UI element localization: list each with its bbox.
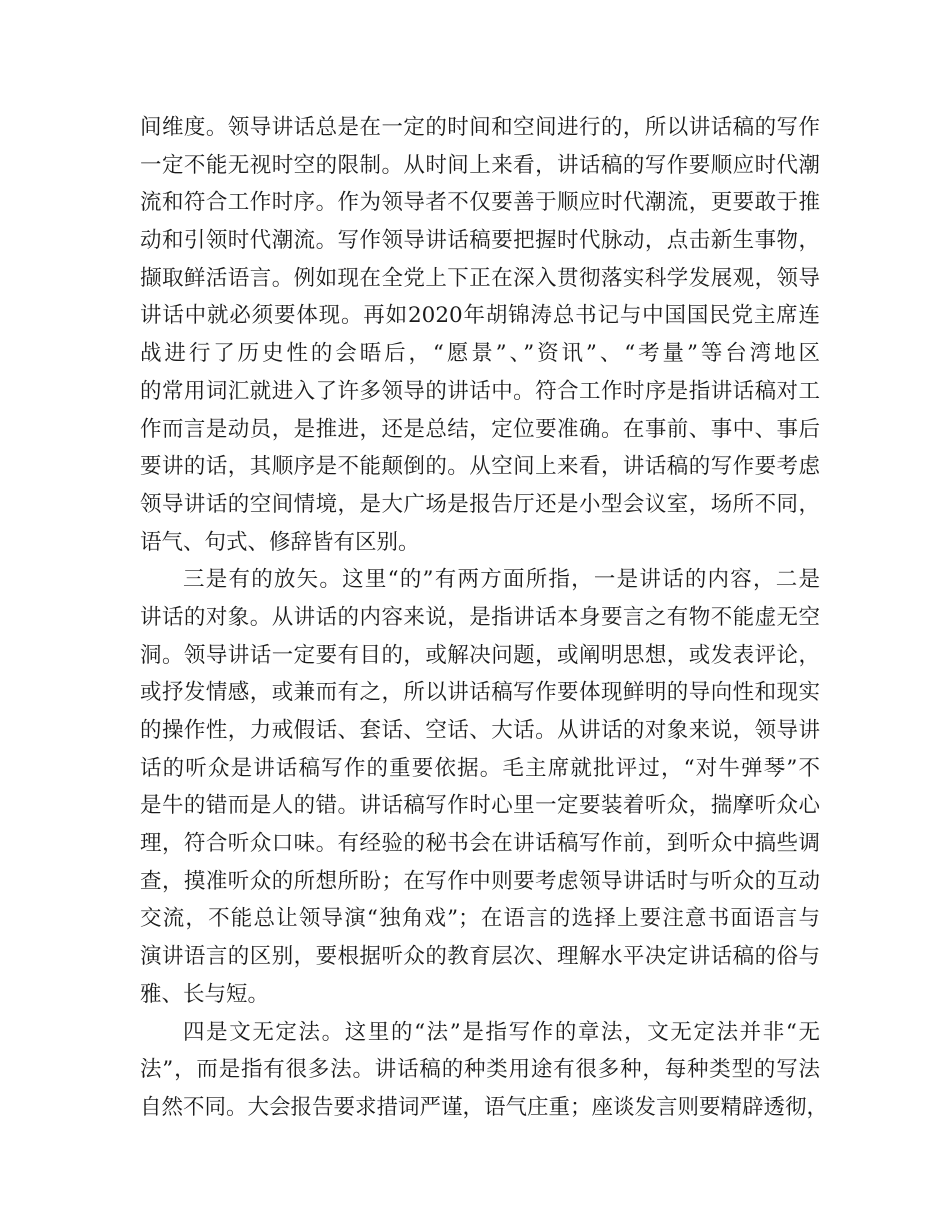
text-line: 洞。领导讲话一定要有目的，或解决问题，或阐明思想，或发表评论， [140,642,820,668]
text-line: 的常用词汇就进入了许多领导的讲话中。符合工作时序是指讲话稿对工 [140,378,820,404]
text-line: 四是文无定法。这里的“法”是指写作的章法，文无定法并非“无 [183,1019,820,1045]
text-line: 撷取鲜活语言。例如现在全党上下正在深入贯彻落实科学发展观，领导 [140,265,820,291]
document-body [140,109,829,1127]
text-line: 讲话中就必须要体现。再如2020年胡锦涛总书记与中国国民党主席连 [140,303,820,329]
paragraph [140,109,820,561]
paragraph [140,561,820,1013]
text-line: 作而言是动员，是推进，还是总结，定位要准确。在事前、事中、事后 [140,416,820,442]
text-line: 间维度。领导讲话总是在一定的时间和空间进行的，所以讲话稿的写作 [140,115,820,140]
text-line: 的操作性，力戒假话、套话、空话、大话。从讲话的对象来说，领导讲 [140,718,820,743]
text-line: 流和符合工作时序。作为领导者不仅要善于顺应时代潮流，更要敢于推 [140,190,820,216]
text-line: 话的听众是讲话稿写作的重要依据。毛主席就批评过，“对牛弹琴”不 [140,755,820,781]
text-line: 或抒发情感，或兼而有之，所以讲话稿写作要体现鲜明的导向性和现实 [140,680,820,706]
text-line: 讲话的对象。从讲话的内容来说，是指讲话本身要言之有物不能虚无空 [140,604,820,630]
text-line: 语气、句式、修辞皆有区别。 [140,529,420,555]
text-line: 战进行了历史性的会晤后，“愿景”、”资讯”、“考量”等台湾地区 [140,341,820,367]
text-line: 演讲语言的区别，要根据听众的教育层次、理解水平决定讲话稿的俗与 [140,944,820,970]
text-line: 一定不能无视时空的限制。从时间上来看，讲话稿的写作要顺应时代潮 [140,152,820,178]
text-line: 查，摸准听众的所想所盼；在写作中则要考虑领导讲话时与听众的互动 [140,868,820,894]
text-line: 三是有的放矢。这里“的”有两方面所指，一是讲话的内容，二是 [183,567,820,593]
text-line: 动和引领时代潮流。写作领导讲话稿要把握时代脉动，点击新生事物， [140,228,820,254]
text-line: 领导讲话的空间情境，是大广场是报告厅还是小型会议室，场所不同， [140,491,820,517]
text-line: 理，符合听众口味。有经验的秘书会在讲话稿写作前，到听众中搞些调 [140,831,820,857]
text-line: 自然不同。大会报告要求措词严谨，语气庄重；座谈发言则要精辟透彻， [140,1094,829,1120]
text-line: 是牛的错而是人的错。讲话稿写作时心里一定要装着听众，揣摩听众心 [140,793,820,819]
paragraph [140,1014,829,1127]
text-line: 交流，不能总让领导演“独角戏”；在语言的选择上要注意书面语言与 [140,906,820,932]
text-line: 法”，而是指有很多法。讲话稿的种类用途有很多种，每种类型的写法 [140,1057,820,1083]
text-line: 要讲的话，其顺序是不能颠倒的。从空间上来看，讲话稿的写作要考虑 [140,454,820,480]
text-line: 雅、长与短。 [140,981,270,1007]
